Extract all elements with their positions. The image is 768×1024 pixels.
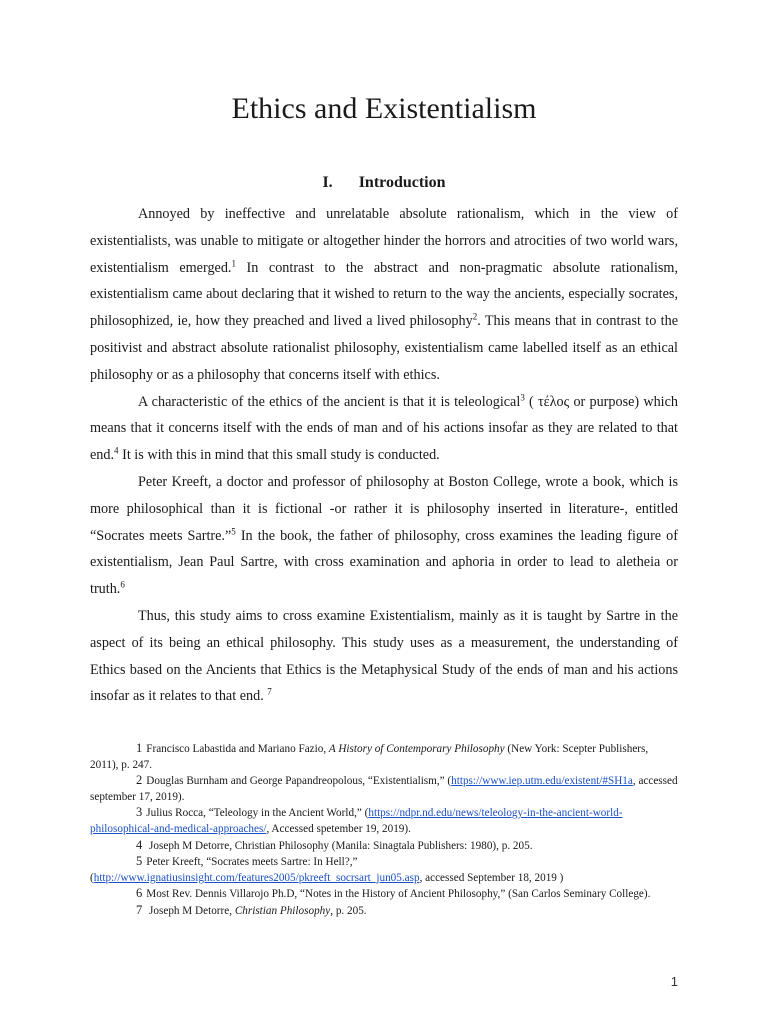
footnote-ref: 2 <box>472 311 478 322</box>
footnote-text: Most Rev. Dennis Villarojo Ph.D, “Notes in the History of Ancient Philosophy,” (San Carlos Seminary College). <box>146 888 651 901</box>
footnote-6 <box>90 886 678 903</box>
footnote-1 <box>90 741 678 773</box>
footnote-ref: 4 <box>114 445 119 456</box>
footnote-link[interactable]: https://ndpr.nd.edu/news/teleology-in-the-ancient-world-philosophical-and-medical-approaches/ <box>90 807 623 835</box>
paragraph-text: Peter Kreeft, a doctor and professor of philosophy at Boston College, wrote a book, which is more philosophical than it is fictional -or rather it is philosophy inserted in literature-, entitled “Socrates meets Sartre.” <box>90 473 678 544</box>
paragraph-text: It is with this in mind that this small study is conducted. <box>118 447 440 464</box>
footnote-ref: 1 <box>231 257 236 268</box>
footnotes <box>90 741 678 920</box>
footnote-text: , accessed September 18, 2019 ) <box>419 871 564 884</box>
footnote-text: Peter Kreeft, “Socrates meets Sartre: In Hell?,” ( <box>90 856 358 884</box>
body-text <box>90 201 678 710</box>
page-number: 1 <box>670 974 678 989</box>
footnote-number: 2 <box>136 773 143 788</box>
footnote-text: , Accessed spetember 19, 2019). <box>266 822 411 835</box>
footnote-2 <box>90 773 678 805</box>
book-title: Christian Philosophy <box>234 904 331 917</box>
paragraph-text: Thus, this study aims to cross examine Existentialism, mainly as it is taught by Sartre in the aspect of its being an ethical philosophy. This study uses as a measurement, the understanding of Ethics based on the Ancients that Ethics is the Metaphysical Study of the ends of man and his actions insofar as it relates to that end. <box>90 607 678 705</box>
footnote-4 <box>90 838 678 855</box>
paragraph-2 <box>90 389 678 469</box>
footnote-text: , accessed september 17, 2019). <box>90 775 678 803</box>
paragraph-text: In the book, the father of philosophy, cross examines the leading figure of existentialism, Jean Paul Sartre, with cross examination and aphoria in order to lead to aletheia or truth. <box>90 527 678 598</box>
section-heading <box>0 174 768 192</box>
paragraph-text: Annoyed by ineffective and unrelatable absolute rationalism, which in the view of existentialists, was unable to mitigate or altogether hinder the horrors and atrocities of two world wars, existentialism emerged. <box>90 206 678 276</box>
footnote-text: , p. 205. <box>330 904 367 917</box>
footnote-ref: 5 <box>231 525 236 536</box>
footnote-number: 3 <box>136 805 143 820</box>
footnote-link[interactable]: http://www.ignatiusinsight.com/features2005/pkreeft_socrsart_jun05.asp <box>93 871 420 884</box>
footnote-3 <box>90 805 678 837</box>
paragraph-1 <box>90 201 678 389</box>
footnote-ref: 7 <box>267 686 272 697</box>
paragraph-4 <box>90 603 678 710</box>
footnote-7 <box>90 903 678 920</box>
paragraph-text: . This means that in contrast to the positivist and abstract absolute rationalist philosophy, existentialism came labelled itself as an ethical philosophy or as a philosophy that concerns itself with ethics. <box>90 313 678 383</box>
footnote-link[interactable]: https://www.iep.utm.edu/existent/#SH1a <box>451 775 633 788</box>
section-number: I. <box>322 174 333 191</box>
footnote-number: 1 <box>136 741 143 755</box>
document-title: Ethics and Existentialism <box>231 92 537 125</box>
footnote-text: Francisco Labastida and Mariano Fazio, <box>146 743 329 755</box>
footnote-number: 7 <box>136 902 143 917</box>
paragraph-3 <box>90 469 678 603</box>
footnote-5 <box>90 854 678 886</box>
footnote-ref: 3 <box>520 391 525 402</box>
footnote-text: Joseph M Detorre, Christian Philosophy (Manila: Sinagtala Publishers: 1980), p. 205. <box>146 839 533 852</box>
paragraph-text: A characteristic of the ethics of the ancient is that it is teleological <box>138 393 521 410</box>
footnote-text: Joseph M Detorre, <box>146 904 235 917</box>
book-title: A History of Contemporary Philosophy <box>328 743 505 755</box>
paragraph-text: ( τέλος or purpose) which means that it concerns itself with the ends of man and of his actions insofar as they are related to that end. <box>90 393 679 464</box>
footnote-number: 5 <box>136 854 143 869</box>
footnote-text: Douglas Burnham and George Papandreopolous, “Existentialism,” ( <box>146 775 452 788</box>
footnote-text: (New York: Scepter Publishers, 2011), p. 247. <box>90 743 649 771</box>
footnote-ref: 6 <box>120 579 125 590</box>
footnote-number: 4 <box>136 837 143 852</box>
paragraph-text: In contrast to the abstract and non-pragmatic absolute rationalism, existentialism came about declaring that it wished to return to the way the ancients, especially socrates, philosophized, ie, how they preached and lived a lived philosophy <box>90 259 678 330</box>
footnote-text: Julius Rocca, “Teleology in the Ancient World,” ( <box>146 807 369 820</box>
footnote-number: 6 <box>136 886 143 901</box>
section-title: Introduction <box>358 174 446 191</box>
